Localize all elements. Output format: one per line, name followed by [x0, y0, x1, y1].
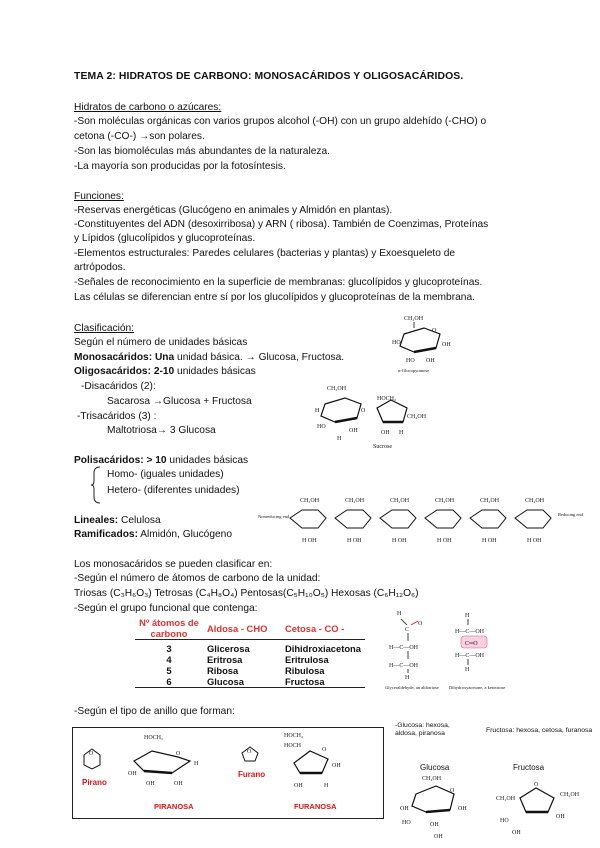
dihydroxyacetone-caption: Dihydroxyacetone, a ketotriose	[449, 685, 506, 690]
fructosa-label: Fructosa	[513, 763, 545, 772]
svg-text:O: O	[361, 408, 366, 414]
mono-line: -Según el número de átomos de carbono de la unidad:	[74, 573, 321, 584]
svg-text:O: O	[432, 328, 437, 334]
svg-text:O: O	[176, 751, 181, 757]
glucosa-fructosa-structures	[400, 772, 590, 842]
ring-substituent: H OH	[527, 538, 542, 544]
svg-text:CH₂OH: CH₂OH	[327, 386, 347, 392]
funciones-line: Las células se diferencian entre sí por los glucolípidos y glucoproteínas de la membrana.	[74, 292, 475, 303]
glucose-ring	[470, 510, 506, 528]
ring-substituent: H OH	[482, 538, 497, 544]
reducing-label: Reducing end	[558, 512, 583, 517]
svg-text:HO: HO	[402, 820, 411, 826]
polisacaridos-desc: unidades básicas	[166, 455, 249, 466]
funciones-line: y Lípidos (glucolípidos y glucoproteínas.	[74, 233, 256, 244]
ring-substituent: CH₂OH	[525, 498, 545, 504]
page-title: TEMA 2: HIDRATOS DE CARBONO: MONOSACÁRIDOS Y OLIGOSACÁRIDOS.	[74, 71, 464, 82]
nonreducing-label: Nonreducing end	[258, 514, 290, 519]
trisacaridos-line: -Trisacáridos (3) :	[77, 411, 157, 422]
svg-text:OH: OH	[434, 834, 443, 840]
table-cell: 4	[166, 654, 172, 665]
table-cell: Eritrosa	[206, 654, 243, 665]
svg-text:HO: HO	[406, 358, 415, 364]
lineales-term: Lineales:	[74, 515, 119, 526]
svg-text:OH: OH	[426, 358, 435, 364]
table-cell: Ribulosa	[284, 665, 325, 676]
lineales-desc: Celulosa	[118, 515, 161, 526]
glucose-ring	[425, 510, 461, 528]
glucose-ring	[380, 510, 416, 528]
mono-line: -Según el grupo funcional que contenga:	[74, 603, 258, 614]
ramificados-term: Ramificados:	[74, 529, 138, 540]
ring-substituent: CH₂OH	[345, 498, 365, 504]
glucose-ring	[290, 510, 326, 528]
ring-substituent: H OH	[437, 538, 452, 544]
table-row	[135, 640, 365, 655]
svg-text:CH₂OH: CH₂OH	[496, 796, 516, 802]
svg-text:OH: OH	[128, 771, 137, 777]
clasificacion-sub: Según el número de unidades básicas	[74, 337, 248, 348]
furanosa-label: FURANOSA	[294, 802, 337, 811]
svg-text:H: H	[315, 408, 320, 414]
glyceraldehyde-caption: Glyceraldehyde, an aldotriose	[385, 685, 439, 690]
table-cell: Fructosa	[281, 676, 365, 688]
svg-text:OH: OH	[332, 763, 341, 769]
svg-text:O: O	[450, 788, 455, 794]
svg-text:HO: HO	[500, 818, 509, 824]
svg-text:OH: OH	[556, 814, 565, 820]
brace-icon	[90, 465, 104, 505]
svg-text:OH: OH	[349, 428, 358, 434]
svg-text:O: O	[89, 751, 94, 757]
disacaridos-line: -Disacáridos (2):	[81, 381, 156, 392]
glucosa-label: Glucosa	[420, 763, 450, 772]
table-cell: Dihidroxiacetona	[284, 643, 361, 654]
glucopyranose-caption: α-Glucopyranose	[398, 368, 430, 373]
funciones-line: -Elementos estructurales: Paredes celulares (bacterias y plantas) y Exoesqueleto de	[74, 248, 456, 259]
svg-text:CH₂OH: CH₂OH	[422, 776, 442, 782]
ramificados-line	[74, 528, 232, 541]
fructosa-note: Fructosa: hexosa, cetosa, furanosa	[486, 727, 593, 734]
svg-text:OH: OH	[400, 806, 409, 812]
svg-text:C═O: C═O	[465, 641, 478, 647]
piranosa-label: PIRANOSA	[154, 802, 194, 811]
ring-substituent: H OH	[392, 538, 407, 544]
ring-substituent: CH₂OH	[435, 498, 455, 504]
svg-text:HOCH₂: HOCH₂	[144, 735, 164, 741]
table-header-row	[135, 617, 365, 640]
svg-text:H: H	[324, 783, 329, 789]
svg-text:HO: HO	[392, 340, 401, 346]
maltotriosa-line: Maltotriosa→ 3 Glucosa	[107, 425, 216, 436]
mono-line: -Según el tipo de anillo que forman:	[74, 706, 235, 717]
table-cell: 5	[166, 665, 172, 676]
glucose-ring	[515, 510, 551, 528]
svg-text:H—C—OH: H—C—OH	[455, 629, 485, 635]
homo-line: Homo- (iguales unidades)	[107, 469, 224, 480]
svg-text:H: H	[194, 761, 199, 767]
table-cell: Glucosa	[203, 676, 281, 688]
section-heading-clasificacion: Clasificación:	[74, 323, 135, 334]
table-cell: 3	[166, 643, 172, 654]
svg-text:CH₂OH: CH₂OH	[560, 792, 580, 798]
table-row	[135, 654, 365, 665]
ramificados-desc: Almidón, Glucógeno	[137, 529, 232, 540]
svg-text:HO: HO	[317, 424, 326, 430]
funciones-line: artrópodos.	[74, 262, 126, 273]
ring-substituent: CH₂OH	[480, 498, 500, 504]
table-cell: 6	[135, 676, 203, 688]
glucose-ring	[335, 510, 371, 528]
svg-text:O: O	[418, 621, 423, 627]
table-header-cell: Aldosa - CHO	[203, 617, 281, 640]
hetero-line: Hetero- (diferentes unidades)	[107, 485, 240, 496]
furano-label: Furano	[238, 770, 266, 779]
monosacaridos-desc: unidad básica. → Glucosa, Fructosa.	[174, 352, 345, 363]
svg-text:H: H	[405, 675, 410, 681]
table-header-cell: Nº átomos de carbono	[135, 617, 203, 640]
oligosacaridos-line	[74, 365, 256, 378]
funciones-line: -Señales de reconocimiento en la superficie de membranas: glucolípidos y glucoproteínas.	[74, 277, 483, 288]
sucrose-caption: Sucrose	[373, 444, 392, 450]
triose-figure	[385, 605, 515, 700]
polysaccharide-chain-figure	[258, 492, 593, 552]
svg-text:OH: OH	[294, 783, 303, 789]
table-row	[135, 665, 365, 676]
svg-text:O: O	[322, 747, 327, 753]
svg-text:H: H	[337, 436, 342, 442]
intro-line: -Son las biomoléculas más abundantes de la naturaleza.	[74, 146, 330, 157]
oligosacaridos-term: Oligosacáridos: 2-10	[74, 366, 175, 377]
ring-substituent: H OH	[347, 538, 362, 544]
svg-text:H—C—OH: H—C—OH	[389, 663, 419, 669]
funciones-line: -Reservas energéticas (Glucógeno en animales y Almidón en plantas).	[74, 205, 393, 216]
monosacaridos-term: Monosacáridos: Una	[74, 352, 175, 363]
svg-text:CH₂OH: CH₂OH	[407, 414, 427, 420]
svg-text:OH: OH	[174, 781, 183, 787]
svg-text:HOCH₂: HOCH₂	[377, 396, 397, 402]
svg-text:O: O	[534, 782, 539, 788]
svg-text:H: H	[399, 430, 404, 436]
svg-text:H: H	[397, 611, 402, 617]
svg-text:OH: OH	[458, 806, 467, 812]
svg-text:O: O	[247, 749, 252, 755]
table-row	[135, 676, 365, 688]
svg-text:HOCH₂: HOCH₂	[284, 733, 304, 739]
monosacaridos-line	[74, 351, 344, 364]
sucrose-figure	[315, 382, 435, 454]
oligosacaridos-desc: unidades básicas	[174, 366, 256, 377]
pirano-label: Pirano	[82, 778, 107, 787]
intro-line: -Son moléculas orgánicas con varios grupos alcohol (-OH) con un grupo aldehído (-CHO) o	[74, 116, 487, 127]
ring-substituent: H OH	[302, 538, 317, 544]
section-heading-hidratos: Hidratos de carbono o azúcares:	[74, 102, 222, 113]
svg-text:H: H	[465, 667, 470, 673]
table-header-cell: Cetosa - CO -	[281, 617, 365, 640]
intro-line: cetona (-CO-) →son polares.	[74, 131, 205, 142]
formulas-line: Triosas (C₃H₆O₃) Tetrosas (C₄H₈O₄) Pentosas(C₅H₁₀O₅) Hexosas (C₆H₁₂O₆)	[74, 588, 419, 599]
polisacaridos-term: Polisacáridos: > 10	[74, 455, 167, 466]
svg-text:OH: OH	[430, 822, 439, 828]
svg-text:OH: OH	[442, 342, 451, 348]
svg-text:H: H	[465, 613, 470, 619]
svg-text:H—C—OH: H—C—OH	[455, 653, 485, 659]
section-heading-funciones: Funciones:	[74, 191, 124, 202]
glucopyranose-figure	[392, 312, 462, 374]
intro-line: -La mayoría son producidas por la fotosíntesis.	[74, 161, 286, 172]
glucosa-note: -Glucosa: hexosa, aldosa, piranosa	[395, 722, 450, 737]
table-cell: Ribosa	[206, 665, 239, 676]
funciones-line: -Constituyentes del ADN (desoxirribosa) y ARN ( ribosa). También de Coenzimas, Proteínas	[74, 219, 489, 230]
mono-line: Los monosacáridos se pueden clasificar en:	[74, 559, 273, 570]
svg-text:OH: OH	[512, 830, 521, 836]
svg-text:CH₂OH: CH₂OH	[404, 316, 424, 322]
ring-substituent: CH₂OH	[390, 498, 410, 504]
sacarosa-line: Sacarosa →Glucosa + Fructosa	[107, 396, 252, 407]
table-cell: Glicerosa	[206, 643, 250, 654]
aldosa-cetosa-table	[135, 617, 365, 688]
ring-substituent: CH₂OH	[300, 498, 320, 504]
lineales-line	[74, 514, 161, 527]
svg-text:H—C—OH: H—C—OH	[389, 645, 419, 651]
svg-text:OH: OH	[381, 430, 390, 436]
pyranose-furanose-figure	[72, 727, 384, 819]
svg-text:HOCH: HOCH	[284, 743, 302, 749]
svg-text:C: C	[405, 627, 410, 633]
table-cell: Eritrulosa	[284, 654, 329, 665]
svg-text:OH: OH	[146, 781, 155, 787]
